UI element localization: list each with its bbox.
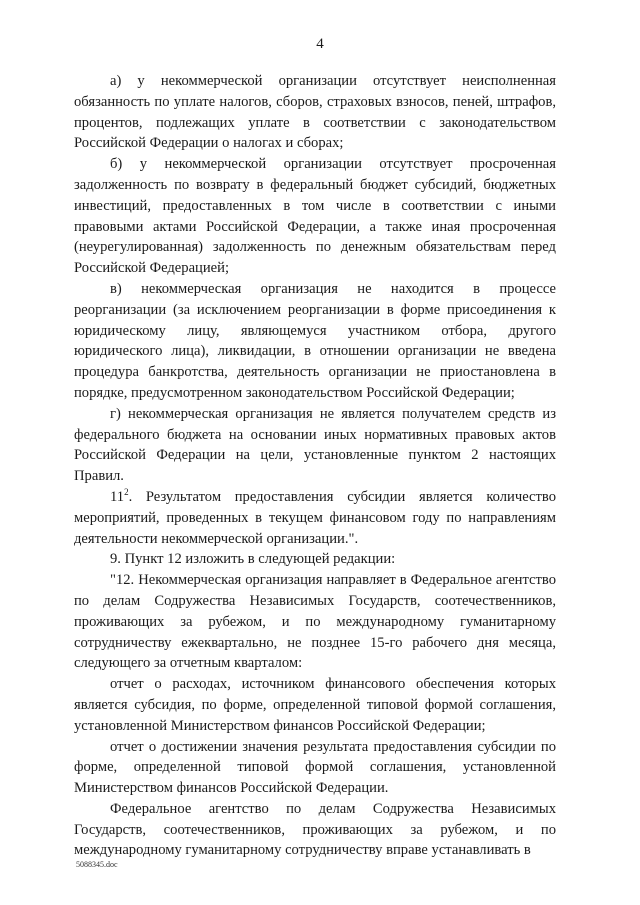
item-number: 11: [110, 488, 125, 505]
item-text: . Результатом предоставления субсидии является количество мероприятий, проведенных в текущем финансовом году по направлениям деятельности некоммерческой организации.".: [74, 488, 556, 547]
item-superscript: 2: [124, 486, 129, 497]
paragraph-result-report: отчет о достижении значения результата предоставления субсидии по форме, определенной типовой формой соглашения, установленной Министерством финансов Российской Федерации.: [74, 738, 556, 797]
paragraph-9: 9. Пункт 12 изложить в следующей редакции:: [110, 551, 396, 568]
page-number: 4: [316, 36, 324, 52]
document-body: [74, 71, 556, 861]
paragraph-12: "12. Некоммерческая организация направляет в Федеральное агентство по делам Содружества Независимых Государств, соотечественников, проживающих за рубежом, и по международному гуманитарному сотрудничеству ежеквартально, не позднее 15-го рабочего дня месяца, следующего за отчетным кварталом:: [74, 572, 556, 672]
paragraph-g: г) некоммерческая организация не является получателем средств из федерального бюджета на основании иных нормативных правовых актов Российской Федерации на цели, установленные пунктом 2 настоящих Правил.: [74, 405, 556, 485]
paragraph-agency: Федеральное агентство по делам Содружества Независимых Государств, соотечественников, проживающих за рубежом, и по международному гуманитарному сотрудничеству вправе устанавливать в: [74, 800, 556, 859]
paragraph-expense-report: отчет о расходах, источником финансового обеспечения которых является субсидия, по форме, определенной типовой формой соглашения, установленной Министерством финансов Российской Федерации;: [74, 676, 556, 734]
paragraph-b: б) у некоммерческой организации отсутствует просроченная задолженность по возврату в федеральный бюджет субсидий, бюджетных инвестиций, предоставленных в том числе в соответствии с иными правовыми актами Российской Федерации, а также иная просроченная (неурегулированная) задолженность по денежным обязательствам перед Российской Федерацией;: [74, 156, 556, 277]
paragraph-a: а) у некоммерческой организации отсутствует неисполненная обязанность по уплате налогов, сборов, страховых взносов, пеней, штрафов, процентов, подлежащих уплате в соответствии с законодательством Российской Федерации о налогах и сборах;: [74, 73, 556, 152]
document-footer: 5088345.doc: [76, 860, 118, 869]
paragraph-v: в) некоммерческая организация не находится в процессе реорганизации (за исключением реорганизации в форме присоединения к юридическому лицу, являющемуся участником отбора, другого юридического лица), ликвидации, в отношении организации не введена процедура банкротства, деятельность организации не приостановлена в порядке, предусмотренном законодательством Российской Федерации;: [74, 280, 556, 401]
paragraph-11-2: [74, 487, 556, 549]
